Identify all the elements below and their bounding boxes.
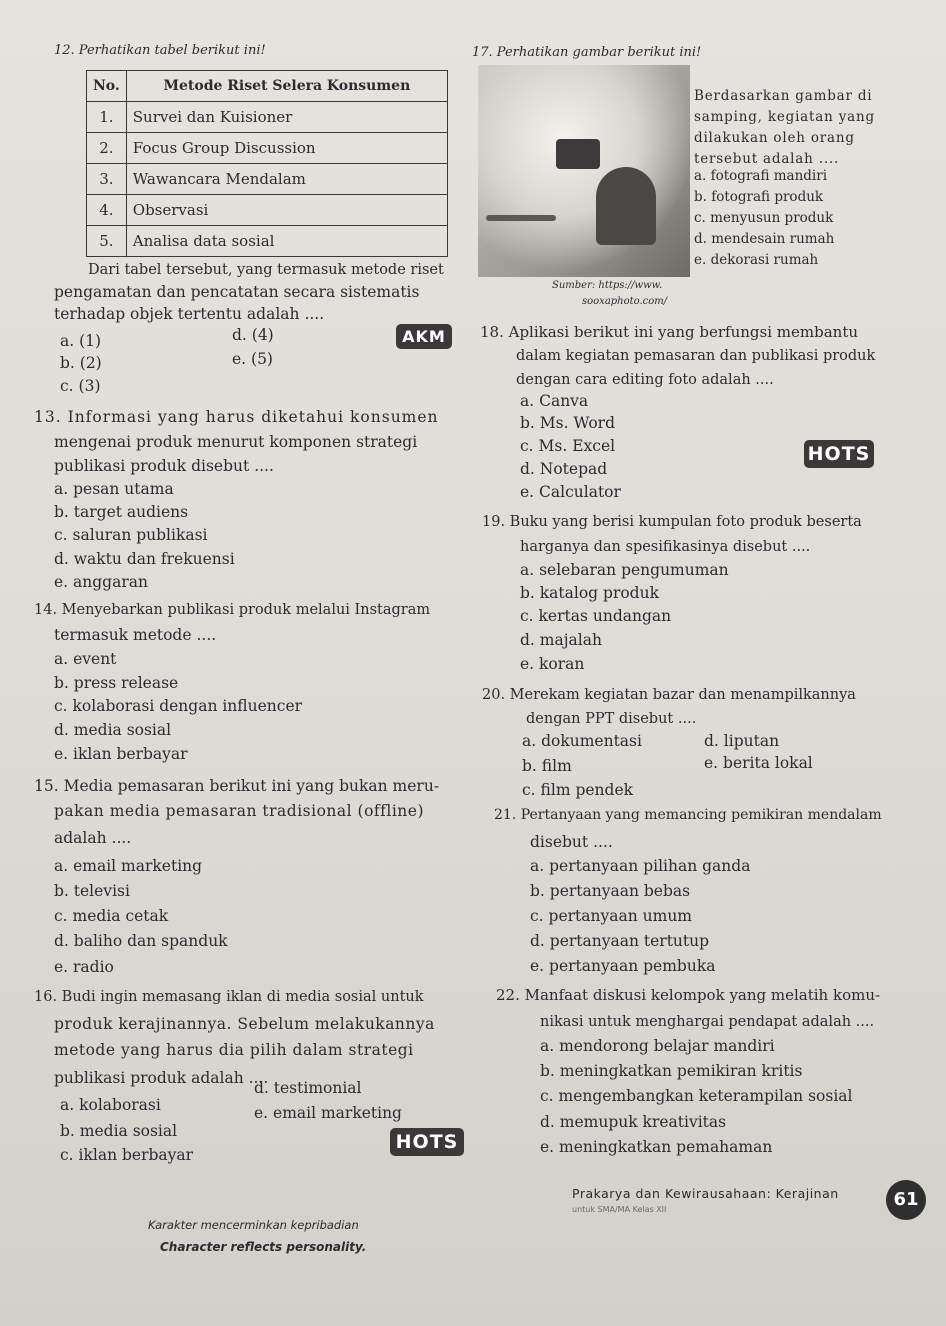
q18-line-1: 18. Aplikasi berikut ini yang berfungsi membantu (480, 323, 859, 341)
akm-badge: AKM (396, 324, 452, 349)
q18-option-d[interactable]: d. Notepad (520, 460, 608, 478)
footer-book-title: Prakarya dan Kewirausahaan: Kerajinan (572, 1186, 839, 1201)
q14-option-a[interactable]: a. event (54, 650, 117, 668)
q20-option-b[interactable]: b. film (522, 757, 572, 775)
q12-stem: 12. Perhatikan tabel berikut ini! (54, 43, 266, 58)
q14-option-e[interactable]: e. iklan berbayar (54, 745, 188, 763)
q16-line-3: metode yang harus dia pilih dalam strategi (54, 1041, 414, 1059)
q17-option-d[interactable]: d. mendesain rumah (694, 231, 835, 247)
q15-option-e[interactable]: e. radio (54, 958, 114, 976)
q14-option-b[interactable]: b. press release (54, 674, 179, 692)
q12-option-b[interactable]: b. (2) (60, 354, 102, 372)
q18-option-b[interactable]: b. Ms. Word (520, 414, 615, 432)
q19-option-d[interactable]: d. majalah (520, 631, 602, 649)
q20-line-2: dengan PPT disebut .... (526, 711, 697, 727)
q20-line-1: 20. Merekam kegiatan bazar dan menampilkannya (482, 687, 856, 703)
q21-option-b[interactable]: b. pertanyaan bebas (530, 882, 691, 900)
q16-option-b[interactable]: b. media sosial (60, 1122, 178, 1140)
table-shape (486, 215, 556, 221)
q17-stem: 17. Perhatikan gambar berikut ini! (472, 45, 702, 60)
q18-line-3: dengan cara editing foto adalah .... (516, 372, 774, 388)
table-header-method: Metode Riset Selera Konsumen (126, 71, 447, 102)
table-row (87, 195, 448, 226)
q21-option-a[interactable]: a. pertanyaan pilihan ganda (530, 857, 751, 875)
research-method-table (86, 70, 448, 257)
table-cell: 3. (87, 164, 127, 195)
q12-option-a[interactable]: a. (1) (60, 332, 102, 350)
q15-line-3: adalah .... (54, 829, 132, 847)
q16-option-d[interactable]: d. testimonial (254, 1079, 362, 1097)
q16-option-c[interactable]: c. iklan berbayar (60, 1146, 194, 1164)
q13-option-a[interactable]: a. pesan utama (54, 480, 174, 498)
photographer-shape (596, 167, 656, 245)
footer-book-sub: untuk SMA/MA Kelas XII (572, 1205, 667, 1214)
q12-option-e[interactable]: e. (5) (232, 350, 273, 368)
q21-option-d[interactable]: d. pertanyaan tertutup (530, 932, 710, 950)
q15-line-1: 15. Media pemasaran berikut ini yang bukan meru- (34, 777, 440, 795)
q13-option-e[interactable]: e. anggaran (54, 573, 148, 591)
q18-option-a[interactable]: a. Canva (520, 392, 589, 410)
q19-option-c[interactable]: c. kertas undangan (520, 607, 672, 625)
q13-option-c[interactable]: c. saluran publikasi (54, 526, 208, 544)
q12-line-3: terhadap objek tertentu adalah .... (54, 305, 325, 323)
q20-option-d[interactable]: d. liputan (704, 732, 780, 750)
table-cell: 4. (87, 195, 127, 226)
q17-option-c[interactable]: c. menyusun produk (694, 210, 834, 226)
table-header-no: No. (87, 71, 127, 102)
q22-line-2: nikasi untuk menghargai pendapat adalah .... (540, 1014, 875, 1030)
q21-option-c[interactable]: c. pertanyaan umum (530, 907, 693, 925)
q13-line-1: 13. Informasi yang harus diketahui konsumen (34, 408, 439, 426)
table-row (87, 226, 448, 257)
q20-option-e[interactable]: e. berita lokal (704, 754, 813, 772)
q14-line-1: 14. Menyebarkan publikasi produk melalui Instagram (34, 602, 431, 618)
q17-side-text (694, 86, 875, 170)
table-cell: 2. (87, 133, 127, 164)
q18-line-2: dalam kegiatan pemasaran dan publikasi produk (516, 348, 876, 364)
q17-side-line: Berdasarkan gambar di (694, 88, 873, 104)
q19-line-2: harganya dan spesifikasinya disebut .... (520, 539, 811, 555)
table-row (87, 102, 448, 133)
q12-option-c[interactable]: c. (3) (60, 377, 101, 395)
q14-option-d[interactable]: d. media sosial (54, 721, 172, 739)
q13-line-2: mengenai produk menurut komponen strategi (54, 433, 418, 451)
table-cell: Observasi (126, 195, 447, 226)
q17-side-line: tersebut adalah .... (694, 151, 840, 167)
q13-line-3: publikasi produk disebut .... (54, 457, 274, 475)
q16-line-1: 16. Budi ingin memasang iklan di media sosial untuk (34, 989, 424, 1005)
q20-option-a[interactable]: a. dokumentasi (522, 732, 642, 750)
camera-shape (556, 139, 600, 169)
q19-option-b[interactable]: b. katalog produk (520, 584, 659, 602)
q13-option-b[interactable]: b. target audiens (54, 503, 189, 521)
q19-option-e[interactable]: e. koran (520, 655, 585, 673)
table-cell: Wawancara Mendalam (126, 164, 447, 195)
q20-option-c[interactable]: c. film pendek (522, 781, 634, 799)
hots-badge-left: HOTS (390, 1128, 464, 1156)
q14-option-c[interactable]: c. kolaborasi dengan influencer (54, 697, 303, 715)
q15-option-d[interactable]: d. baliho dan spanduk (54, 932, 228, 950)
table-cell: 1. (87, 102, 127, 133)
q19-line-1: 19. Buku yang berisi kumpulan foto produk beserta (482, 514, 862, 530)
q15-option-a[interactable]: a. email marketing (54, 857, 203, 875)
table-row (87, 133, 448, 164)
q17-source-1: Sumber: https://www. (552, 280, 663, 291)
product-photography-photo (478, 65, 690, 277)
q18-option-e[interactable]: e. Calculator (520, 483, 621, 501)
q16-line-2: produk kerajinannya. Sebelum melakukannya (54, 1015, 435, 1033)
q21-option-e[interactable]: e. pertanyaan pembuka (530, 957, 716, 975)
q16-line-4: publikasi produk adalah .... (54, 1069, 269, 1087)
q12-option-d[interactable]: d. (4) (232, 326, 274, 344)
q12-line-2: pengamatan dan pencatatan secara sistematis (54, 283, 420, 301)
q12-line-1: Dari tabel tersebut, yang termasuk metode riset (88, 262, 444, 278)
table-cell: Analisa data sosial (126, 226, 447, 257)
q21-line-2: disebut .... (530, 833, 613, 851)
q15-line-2: pakan media pemasaran tradisional (offline) (54, 802, 424, 820)
q17-side-line: dilakukan oleh orang (694, 130, 855, 146)
table-cell: Survei dan Kuisioner (126, 102, 447, 133)
q18-option-c[interactable]: c. Ms. Excel (520, 437, 616, 455)
q22-option-a[interactable]: a. mendorong belajar mandiri (540, 1037, 775, 1055)
q16-option-e[interactable]: e. email marketing (254, 1104, 402, 1122)
q15-option-c[interactable]: c. media cetak (54, 907, 169, 925)
footer-motto-id: Karakter mencerminkan kepribadian (148, 1218, 359, 1232)
q14-line-2: termasuk metode .... (54, 626, 217, 644)
q22-option-c[interactable]: c. mengembangkan keterampilan sosial (540, 1087, 853, 1105)
q17-option-a[interactable]: a. fotografi mandiri (694, 168, 828, 184)
q19-option-a[interactable]: a. selebaran pengumuman (520, 561, 729, 579)
q17-option-e[interactable]: e. dekorasi rumah (694, 252, 819, 268)
table-cell: 5. (87, 226, 127, 257)
q21-line-1: 21. Pertanyaan yang memancing pemikiran mendalam (494, 807, 882, 823)
q17-side-line: samping, kegiatan yang (694, 109, 875, 125)
q22-line-1: 22. Manfaat diskusi kelompok yang melatih komu- (496, 986, 881, 1004)
q17-source-2: sooxaphoto.com/ (582, 296, 668, 307)
q17-option-b[interactable]: b. fotografi produk (694, 189, 824, 205)
q15-option-b[interactable]: b. televisi (54, 882, 130, 900)
q22-option-d[interactable]: d. memupuk kreativitas (540, 1113, 727, 1131)
q16-option-a[interactable]: a. kolaborasi (60, 1096, 161, 1114)
q22-option-b[interactable]: b. meningkatkan pemikiran kritis (540, 1062, 803, 1080)
table-cell: Focus Group Discussion (126, 133, 447, 164)
page-number: 61 (886, 1180, 926, 1220)
q22-option-e[interactable]: e. meningkatkan pemahaman (540, 1138, 773, 1156)
hots-badge-right: HOTS (804, 440, 874, 468)
footer-motto-en: Character reflects personality. (160, 1240, 367, 1254)
q13-option-d[interactable]: d. waktu dan frekuensi (54, 550, 235, 568)
table-row (87, 164, 448, 195)
